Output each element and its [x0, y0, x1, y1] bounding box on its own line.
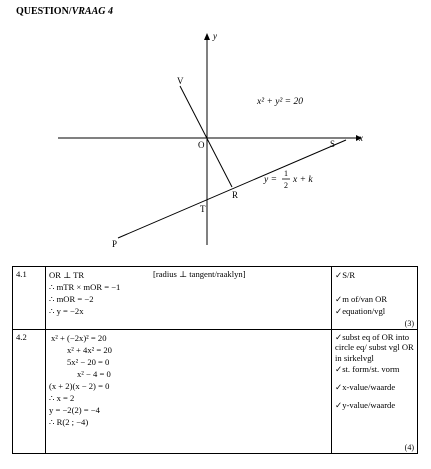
question-number: 4.2 [13, 330, 46, 454]
mark-total: (3) [404, 319, 414, 328]
line-eq-rhs: x + k [293, 175, 313, 185]
working-line: x² − 4 = 0 [77, 369, 111, 379]
label-origin: O [198, 140, 205, 150]
working-line: ∴ y = −2x [49, 306, 84, 316]
working-line: ∴ x = 2 [49, 393, 75, 403]
circle-equation: x² + y² = 20 [257, 97, 303, 107]
line-eq-num: 1 [284, 169, 288, 178]
tangent-line [118, 140, 346, 238]
reason-text: [radius ⊥ tangent/raaklyn] [153, 269, 246, 279]
memo-table [12, 266, 418, 454]
mark-item: ✓S/R [335, 270, 356, 280]
mark-item: ✓y-value/waarde [335, 400, 396, 411]
mark-item [335, 281, 415, 293]
mark-item: ✓st. form/st. vorm [335, 364, 400, 375]
line-eq-den: 2 [284, 181, 288, 190]
working-line: ∴ mOR = −2 [49, 294, 94, 304]
working-line: ∴ mTR × mOR = −1 [49, 282, 121, 292]
mark-item: ✓equation/vgl [335, 306, 386, 316]
marks-cell [332, 267, 418, 330]
label-y-axis: y [213, 31, 217, 41]
table-row [13, 330, 418, 454]
mark-total: (4) [404, 443, 414, 452]
line-eq-lhs: y = [264, 175, 278, 185]
table-row [13, 267, 418, 330]
marks-cell [332, 330, 418, 454]
label-v: V [177, 76, 184, 86]
question-number: 4.1 [13, 267, 46, 330]
working-line: x² + 4x² = 20 [67, 345, 112, 355]
working-cell [46, 330, 332, 454]
working-line: OR ⊥ TR [49, 270, 85, 280]
working-line: ∴ R(2 ; −4) [49, 417, 89, 427]
label-p: P [112, 239, 118, 249]
line-vr [180, 86, 232, 187]
y-axis-arrow [204, 33, 210, 40]
mark-item: ✓subst eq of OR into circle eq/ subst vgl OR in sirkelvgl [335, 332, 414, 363]
mark-item: ✓x-value/waarde [335, 382, 396, 393]
working-line: (x + 2)(x − 2) = 0 [49, 381, 110, 391]
label-x-axis: x [359, 133, 363, 143]
mark-item: ✓m of/van OR [335, 294, 388, 304]
working-line: y = −2(2) = −4 [49, 405, 100, 415]
label-t: T [200, 204, 206, 214]
label-r: R [232, 190, 239, 200]
label-s: S [330, 139, 336, 149]
question-heading: QUESTION/VRAAG 4 [16, 6, 113, 17]
working-line: x² + (−2x)² = 20 [51, 333, 107, 343]
working-cell [46, 267, 332, 330]
working-line: 5x² − 20 = 0 [67, 357, 110, 367]
